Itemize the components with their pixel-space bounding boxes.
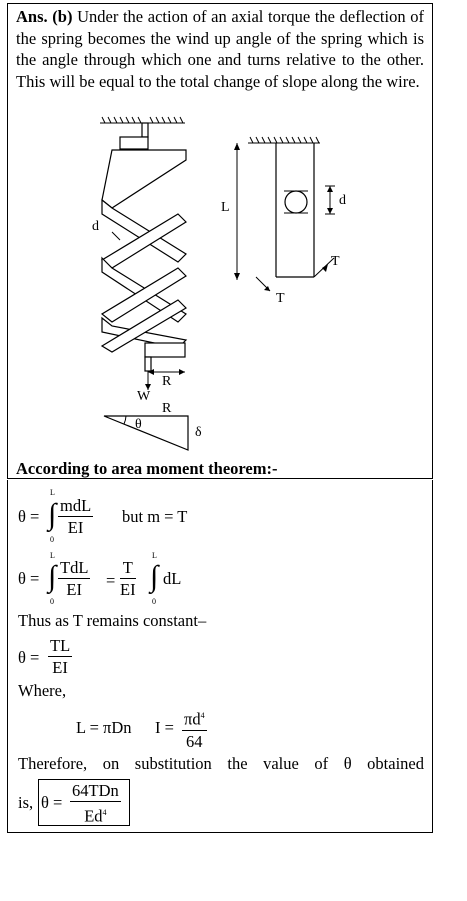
eq4-exponent: 4 <box>200 711 205 720</box>
eq2-lhs: θ = <box>18 569 40 588</box>
eq3-denominator: EI <box>52 658 68 677</box>
therefore-text: Therefore, on substitution the value of θ obtained <box>18 754 424 773</box>
eq5-den-text: Ed <box>84 806 103 826</box>
label-L: L <box>221 200 230 215</box>
eq3-lhs: θ = <box>18 648 40 667</box>
eq1-upper-limit: L <box>50 488 55 497</box>
eq2-lower-limit: 0 <box>50 597 54 606</box>
integral-sign-icon: ∫ <box>48 560 57 593</box>
eq2-numerator: TdL <box>60 558 89 577</box>
eq2-numerator-2: T <box>120 558 136 579</box>
eq1-fraction <box>58 496 93 539</box>
label-W: W <box>137 389 151 404</box>
eq4-I-lhs: I = <box>155 718 174 737</box>
section-heading: According to area moment theorem:- <box>16 459 278 478</box>
eq2-equals: = <box>106 571 116 590</box>
label-d-left: d <box>92 219 99 234</box>
eq2-fraction <box>58 558 90 601</box>
eq2-fraction-2 <box>120 558 136 601</box>
eq3-numerator: TL <box>50 636 71 655</box>
eq5-numerator: 64TDn <box>72 781 119 800</box>
eq2-upper-limit: L <box>50 551 55 560</box>
eq5-fraction <box>70 781 121 828</box>
label-R-bottom: R <box>162 374 172 389</box>
eq1-denominator: EI <box>67 518 84 537</box>
eq1-lhs: θ = <box>18 507 40 526</box>
label-R-triangle: R <box>162 401 172 416</box>
integral-sign-icon: ∫ <box>150 560 159 593</box>
answer-prefix: Ans. (b) <box>16 7 73 26</box>
eq1-lower-limit: 0 <box>50 535 54 544</box>
eq4-num-text: πd <box>184 709 201 729</box>
thus-text: Thus as T remains constant– <box>18 611 207 630</box>
eq2-denominator: EI <box>66 580 82 599</box>
where-text: Where, <box>18 681 67 700</box>
eq5-denominator <box>70 802 121 828</box>
eq2-tail: dL <box>163 569 182 588</box>
eq5-prefix: is, <box>18 793 34 812</box>
eq4-L-expression: L = πDn <box>76 718 132 737</box>
eq4-fraction <box>182 706 207 753</box>
eq1-numerator: mdL <box>60 496 92 515</box>
eq5-exponent: 4 <box>102 808 107 817</box>
label-T-right: T <box>331 254 340 269</box>
eq4-denominator: 64 <box>186 731 203 751</box>
label-delta: δ <box>195 425 202 440</box>
eq4-numerator <box>182 706 207 731</box>
eq2-lower-limit-2: 0 <box>152 597 156 606</box>
eq2-upper-limit-2: L <box>152 551 157 560</box>
label-theta: θ <box>135 417 142 432</box>
eq1-note: but m = T <box>122 507 188 526</box>
ceiling-hatch-right <box>248 137 320 143</box>
spring-coils <box>102 150 186 352</box>
eq2-denominator-2: EI <box>120 580 136 599</box>
answer-text: Under the action of an axial torque the deflection of the spring becomes the wind up angle of the spring which is the angle through which one and turns relative to the other. This will be equal to the total change of slope along the wire. <box>16 7 424 91</box>
label-T-bottom: T <box>276 291 285 306</box>
eq3-fraction <box>48 636 72 679</box>
integral-sign-icon: ∫ <box>48 498 57 531</box>
angle-triangle <box>104 416 188 450</box>
eq5-lhs: θ = <box>41 793 63 812</box>
ceiling-hatch-left <box>100 117 185 123</box>
label-d-right: d <box>339 193 346 208</box>
